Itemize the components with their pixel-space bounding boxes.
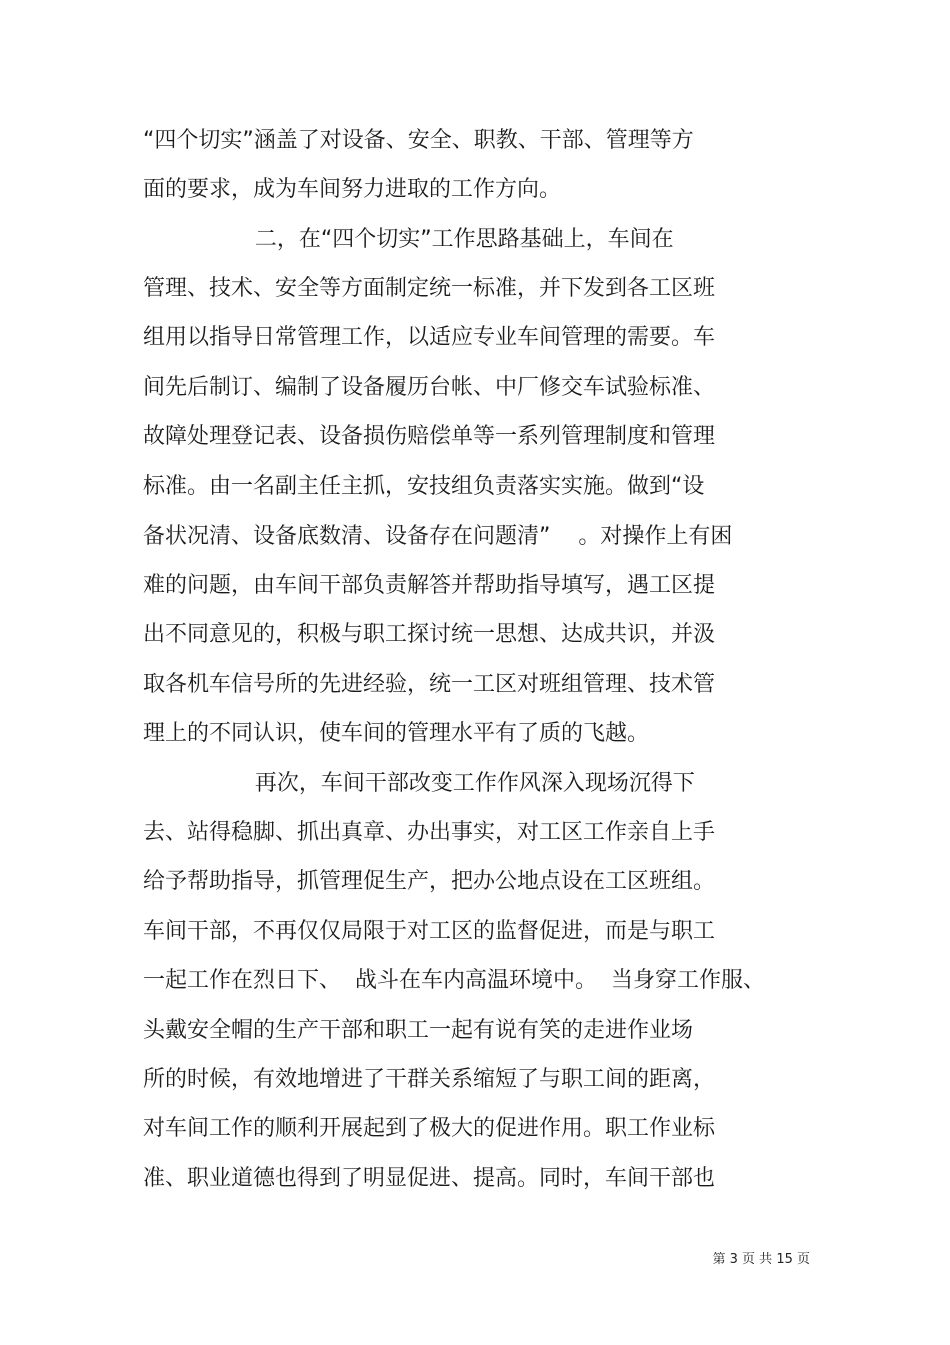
paragraph-line: 准、职业道德也得到了明显促进、提高。同时，车间干部也 <box>143 1166 716 1191</box>
paragraph-line: 间先后制订、编制了设备履历台帐、中厂修交车试验标准、 <box>143 375 716 400</box>
paragraph-line: 头戴安全帽的生产干部和职工一起有说有笑的走进作业场 <box>143 1018 694 1043</box>
paragraph-line: 组用以指导日常管理工作，以适应专业车间管理的需要。车 <box>143 325 716 350</box>
paragraph-line: 一起工作在烈日下、 战斗在车内高温环境中。 当身穿工作服、 <box>143 968 765 993</box>
paragraph-line: 取各机车信号所的先进经验，统一工区对班组管理、技术管 <box>143 672 716 697</box>
paragraph-line: 给予帮助指导，抓管理促生产，把办公地点设在工区班组。 <box>143 869 716 894</box>
paragraph-line: 理上的不同认识，使车间的管理水平有了质的飞越。 <box>143 721 650 746</box>
paragraph-line: 车间干部，不再仅仅局限于对工区的监督促进，而是与职工 <box>143 919 716 944</box>
paragraph-line: 去、站得稳脚、抓出真章、办出事实，对工区工作亲自上手 <box>143 820 716 845</box>
paragraph-line: 故障处理登记表、设备损伤赔偿单等一系列管理制度和管理 <box>143 424 716 449</box>
paragraph-line: 备状况清、设备底数清、设备存在问题清” 。对操作上有困 <box>143 524 733 549</box>
paragraph-line: 面的要求，成为车间努力进取的工作方向。 <box>143 177 562 202</box>
paragraph-line: 标准。由一名副主任主抓，安技组负责落实实施。做到“设 <box>143 474 705 499</box>
paragraph-line: 出不同意见的，积极与职工探讨统一思想、达成共识，并汲 <box>143 622 716 647</box>
paragraph-line: 对车间工作的顺利开展起到了极大的促进作用。职工作业标 <box>143 1116 716 1141</box>
paragraph-line: “四个切实”涵盖了对设备、安全、职教、干部、管理等方 <box>143 128 694 153</box>
paragraph-line: 所的时候，有效地增进了干群关系缩短了与职工间的距离， <box>143 1067 716 1092</box>
paragraph-line: 管理、技术、安全等方面制定统一标准，并下发到各工区班 <box>143 276 716 301</box>
paragraph-line: 再次，车间干部改变工作作风深入现场沉得下 <box>143 771 695 796</box>
paragraph-line: 二，在“四个切实”工作思路基础上，车间在 <box>143 227 674 252</box>
page-number: 第 3 页 共 15 页 <box>712 1252 810 1267</box>
paragraph-line: 难的问题，由车间干部负责解答并帮助指导填写，遇工区提 <box>143 573 716 598</box>
